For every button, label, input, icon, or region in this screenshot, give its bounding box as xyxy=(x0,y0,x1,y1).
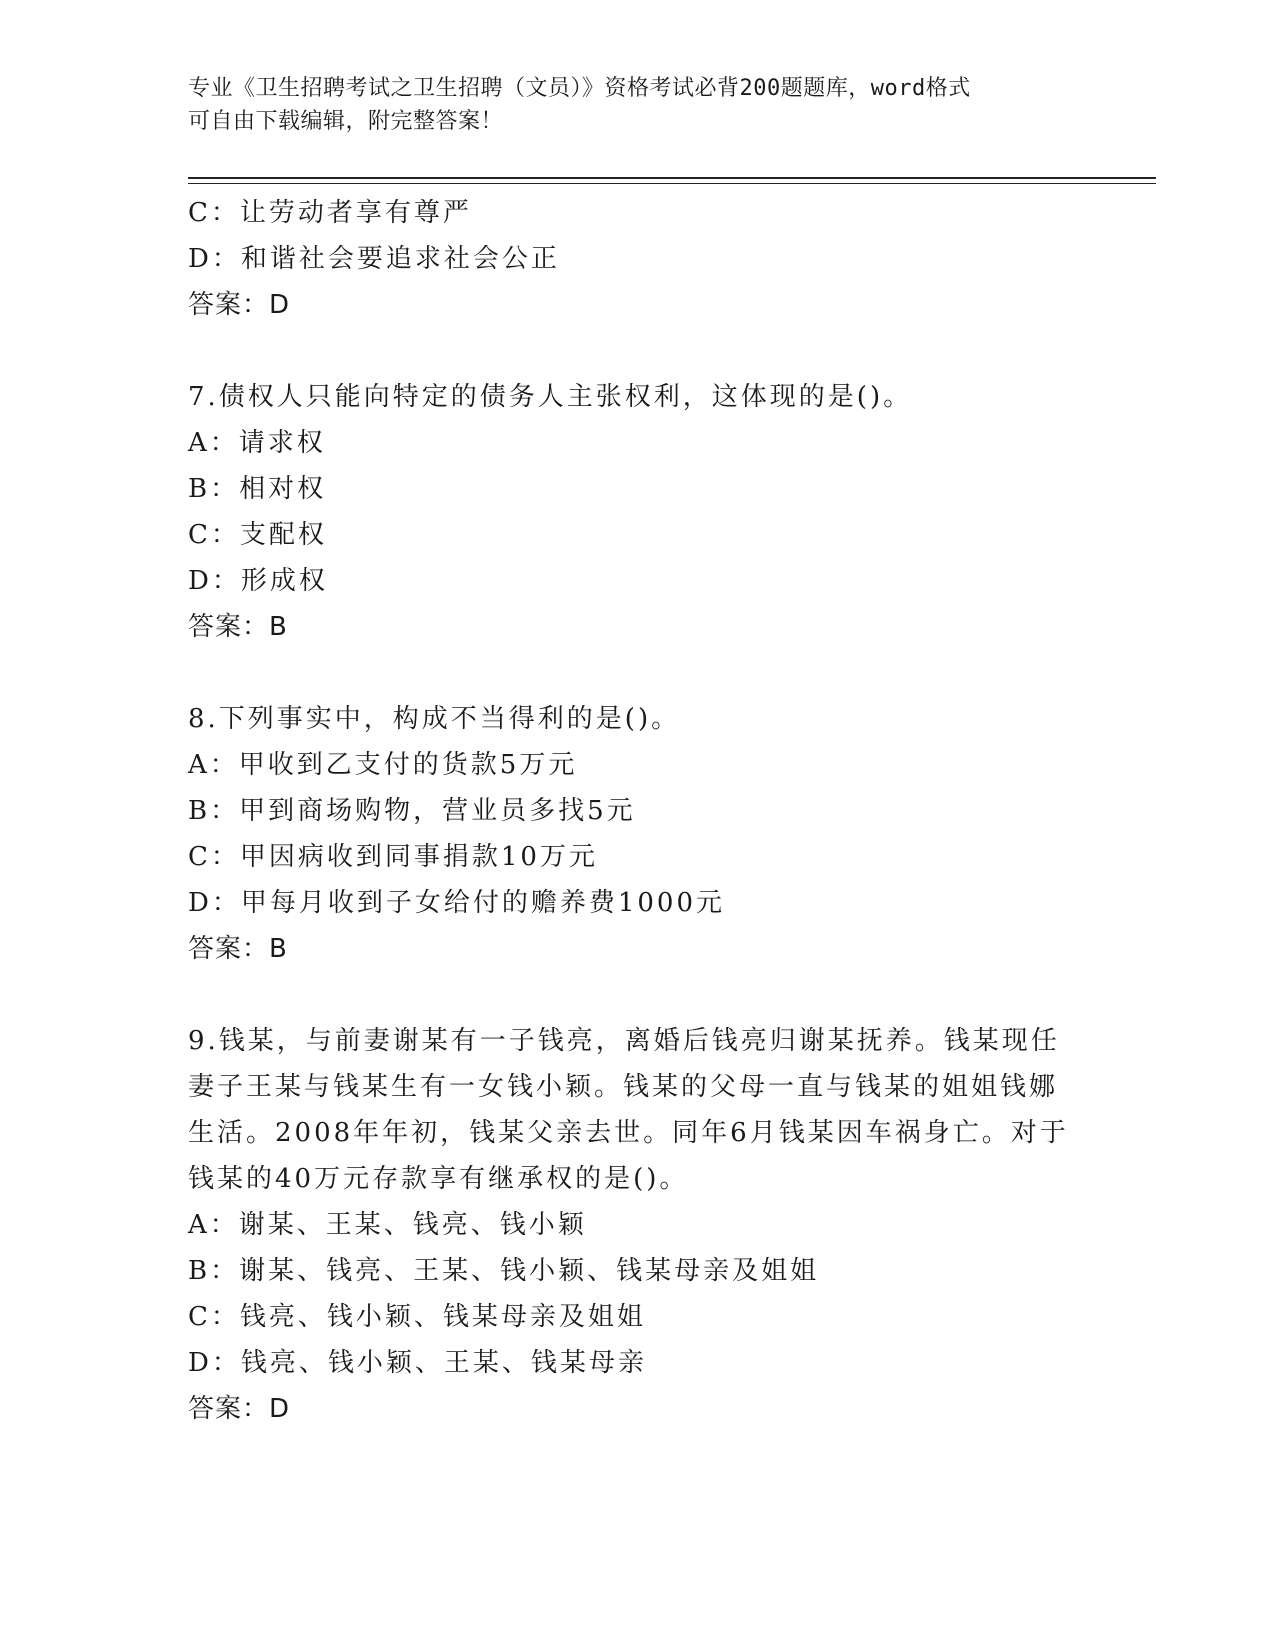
answer-line: 答案：B xyxy=(188,612,288,642)
question-stem-line-1: 9.钱某，与前妻谢某有一子钱亮，离婚后钱亮归谢某抚养。钱某现任 xyxy=(188,1026,1060,1056)
option-a: A：请求权 xyxy=(188,428,326,458)
answer-line: 答案：D xyxy=(188,1394,291,1424)
option-b: B：谢某、钱亮、王某、钱小颖、钱某母亲及姐姐 xyxy=(188,1256,820,1286)
spacer xyxy=(188,650,1088,696)
question-stem-line-3: 生活。2008年年初，钱某父亲去世。同年6月钱某因车祸身亡。对于 xyxy=(188,1118,1069,1148)
question-6-tail xyxy=(188,190,1088,328)
question-stem-line-2: 妻子王某与钱某生有一女钱小颖。钱某的父母一直与钱某的姐姐钱娜 xyxy=(188,1072,1059,1102)
option-a: A：甲收到乙支付的货款5万元 xyxy=(188,750,578,780)
option-c: C：支配权 xyxy=(188,520,327,550)
answer-line: 答案：D xyxy=(188,290,291,320)
question-stem: 7.债权人只能向特定的债务人主张权利，这体现的是()。 xyxy=(188,382,913,412)
spacer xyxy=(188,328,1088,374)
option-b: B：相对权 xyxy=(188,474,327,504)
header-divider-thick xyxy=(188,177,1156,179)
document-body xyxy=(188,190,1088,1432)
document-header xyxy=(188,72,1088,138)
option-b: B：甲到商场购物，营业员多找5元 xyxy=(188,796,636,826)
option-c: C：让劳动者享有尊严 xyxy=(188,198,472,228)
answer-line: 答案：B xyxy=(188,934,288,964)
header-line-1: 专业《卫生招聘考试之卫生招聘（文员）》资格考试必背200题题库，word格式 xyxy=(188,76,971,101)
question-7 xyxy=(188,374,1088,650)
spacer xyxy=(188,972,1088,1018)
option-d: D：形成权 xyxy=(188,566,328,596)
option-d: D：甲每月收到子女给付的赡养费1000元 xyxy=(188,888,726,918)
question-stem: 8.下列事实中，构成不当得利的是()。 xyxy=(188,704,681,734)
option-c: C：甲因病收到同事捐款10万元 xyxy=(188,842,598,872)
question-stem-line-4: 钱某的40万元存款享有继承权的是()。 xyxy=(188,1164,689,1194)
option-a: A：谢某、王某、钱亮、钱小颖 xyxy=(188,1210,587,1240)
question-8 xyxy=(188,696,1088,972)
question-9 xyxy=(188,1018,1088,1432)
option-c: C：钱亮、钱小颖、钱某母亲及姐姐 xyxy=(188,1302,646,1332)
header-divider-thin xyxy=(188,183,1156,184)
option-d: D：和谐社会要追求社会公正 xyxy=(188,244,560,274)
header-line-2: 可自由下载编辑，附完整答案！ xyxy=(188,109,504,134)
option-d: D：钱亮、钱小颖、王某、钱某母亲 xyxy=(188,1348,647,1378)
